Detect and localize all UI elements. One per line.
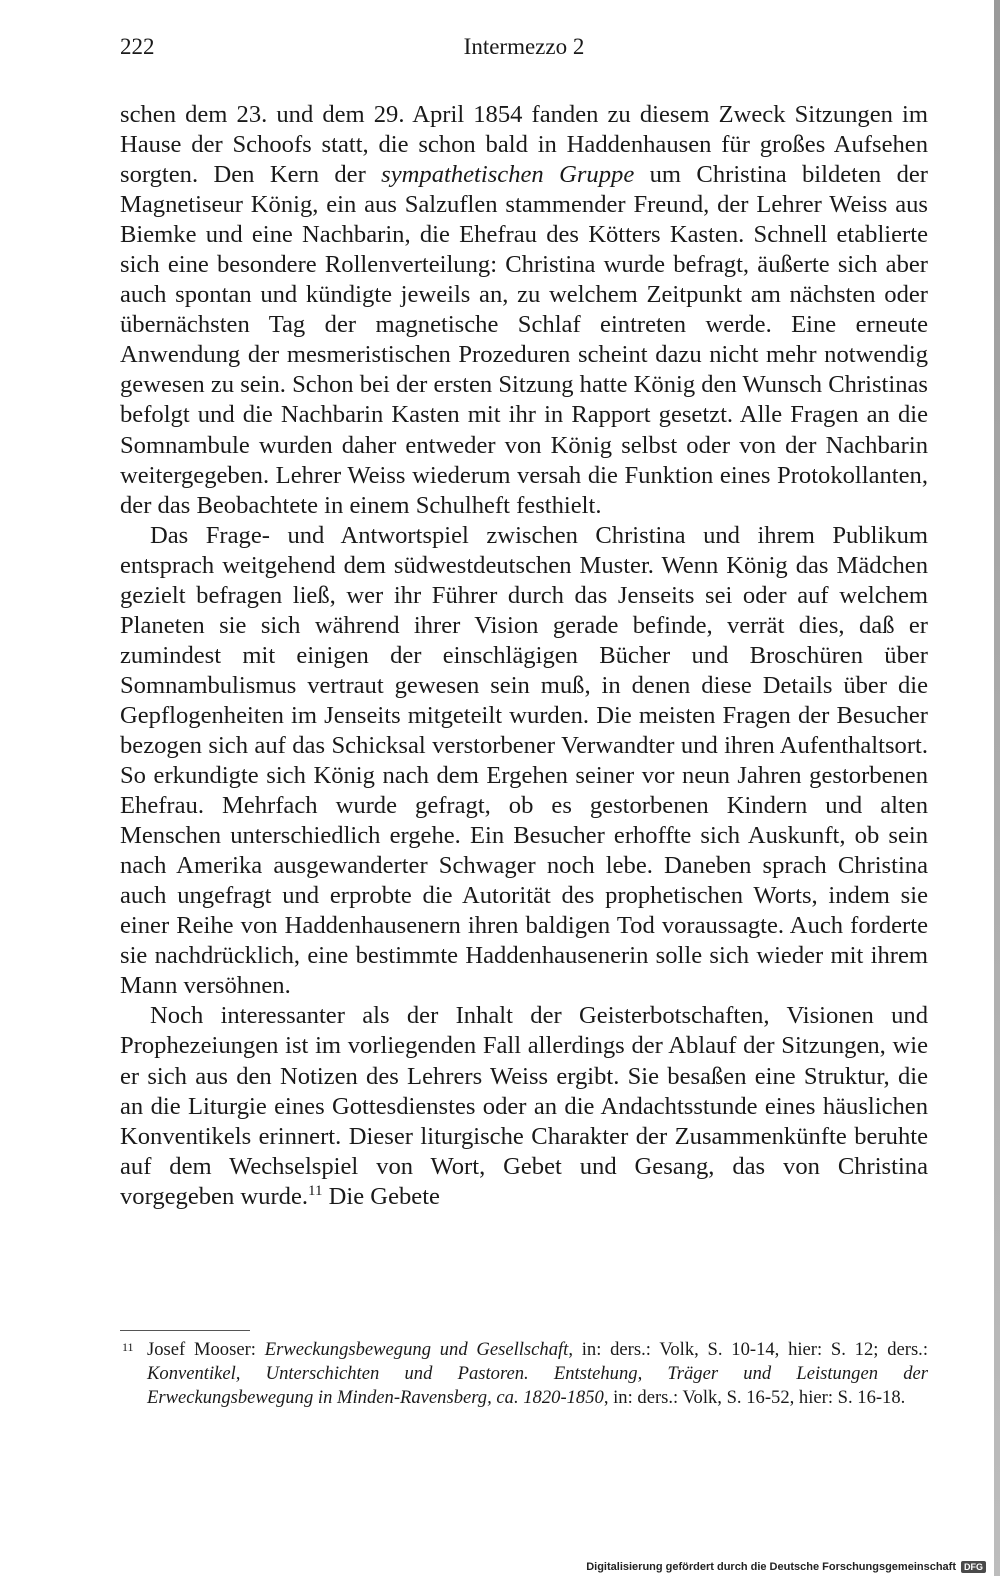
text-run: Josef Mooser:: [147, 1339, 265, 1360]
digitization-note: Digitalisierung gefördert durch die Deutsche Forschungsgemeinschaft: [586, 1561, 956, 1573]
text-run: Noch interessanter als der Inhalt der Geisterbotschaften, Visionen und Prophezeiungen ist im vorliegenden Fall allerdings der Ablauf der Sitzungen, wie er sich aus den Notizen des Lehrers Weiss ergibt. Sie besaßen eine Struktur, die an die Liturgie eines Gottesdienstes oder an die Andachtsstunde eines häuslichen Konventikels erinnert. Dieser liturgische Charakter der Zusammenkünfte beruhte auf dem Wechselspiel von Wort, Gebet und Gesang, das von Christina vorgegeben wurde.: [120, 1002, 928, 1210]
paragraph: [120, 100, 928, 521]
footnote-divider: [120, 1330, 250, 1331]
scan-edge-shadow: [994, 0, 1000, 1576]
footnotes: [120, 1338, 928, 1410]
text-run: Das Frage- und Antwortspiel zwischen Christina und ihrem Publikum entsprach weitgehend dem südwestdeutschen Muster. Wenn König das Mädchen gezielt befragen ließ, wer ihr Führer durch das Jenseits sei oder auf welchem Planeten sie sich während ihrer Vision gerade befinde, verrät dies, daß er zumindest mit einigen der einschlägigen Bücher und Broschüren über Somnambulismus vertraut gewesen sein muß, in denen diese Details über die Gepflogenheiten im Jenseits mitgeteilt wurden. Die meisten Fragen der Besucher bezogen sich auf das Schicksal verstorbener Verwandter und ihren Aufenthaltsort. So erkundigte sich König nach dem Ergehen seiner vor neun Jahren gestorbenen Ehefrau. Mehrfach wurde gefragt, ob es gestorbenen Kindern und alten Menschen unterschiedlich ergehe. Ein Besucher erhoffte sich Auskunft, ob sein nach Amerika ausgewanderter Schwager noch lebe. Daneben sprach Christina auch ungefragt und erprobte die Autorität des prophetischen Worts, indem sie einer Reihe von Haddenhausenern ihren baldigen Tod voraussagte. Auch forderte sie nachdrücklich, eine bestimmte Haddenhausenerin solle sich wieder mit ihrem Mann versöhnen.: [120, 521, 928, 1000]
text-run: um Christina bildeten der Magnetiseur König, ein aus Salzuflen stammender Freund, der Lehrer Weiss aus Biemke und eine Nachbarin, die Ehefrau des Kötters Kasten. Schnell etablierte sich eine besondere Rollenverteilung: Christina wurde befragt, äußerte sich aber auch spontan und kündigte jeweils an, zu welchem Zeitpunkt am nächsten oder übernächsten Tag der magnetische Schlaf eintreten werde. Eine erneute Anwendung der mesmeristischen Prozeduren scheint dazu nicht mehr notwendig gewesen zu sein. Schon bei der ersten Sitzung hatte König den Wunsch Christinas befolgt und die Nachbarin Kasten mit ihr in Rapport gesetzt. Alle Fragen an die Somnambule wurden daher entweder von König selbst oder von der Nachbarin weitergegeben. Lehrer Weiss wiederum versah die Funktion eines Protokollanten, der das Beobachtete in einem Schulheft festhielt.: [120, 161, 928, 519]
page-number: 222: [120, 34, 155, 59]
footnote: [120, 1338, 928, 1410]
running-head: Intermezzo 2: [463, 34, 585, 59]
paragraph: [120, 1001, 928, 1211]
italic-text: Erweckungsbewegung und Gesellschaft: [264, 1339, 569, 1360]
text-run: schen dem 23. und dem 29. April 1854 fanden zu diesem Zweck Sitzungen im Hause der Schoofs statt, die schon bald in Haddenhausen für großes Aufsehen sorgten. Den Kern der: [120, 101, 928, 189]
italic-text: Konventikel, Unterschichten und Pastoren. Entstehung, Träger und Leistungen der Erweckungsbewegung in Minden-Ravensberg, ca. 1820-1850: [147, 1363, 928, 1408]
italic-text: sympathetischen Gruppe: [381, 161, 635, 189]
body-text: [120, 100, 928, 1212]
footnote-reference: 11: [308, 1182, 323, 1199]
dfg-logo-icon: DFG: [961, 1561, 986, 1573]
page-header: [120, 34, 928, 70]
digitization-banner: [586, 1561, 986, 1573]
paragraph: [120, 521, 928, 1002]
text-run: , in: ders.: Volk, S. 10-14, hier: S. 12; ders.:: [568, 1339, 928, 1360]
text-run: , in: ders.: Volk, S. 16-52, hier: S. 16-18.: [603, 1387, 906, 1408]
text-run: Die Gebete: [322, 1182, 440, 1210]
footnote-number: 11: [122, 1340, 134, 1354]
